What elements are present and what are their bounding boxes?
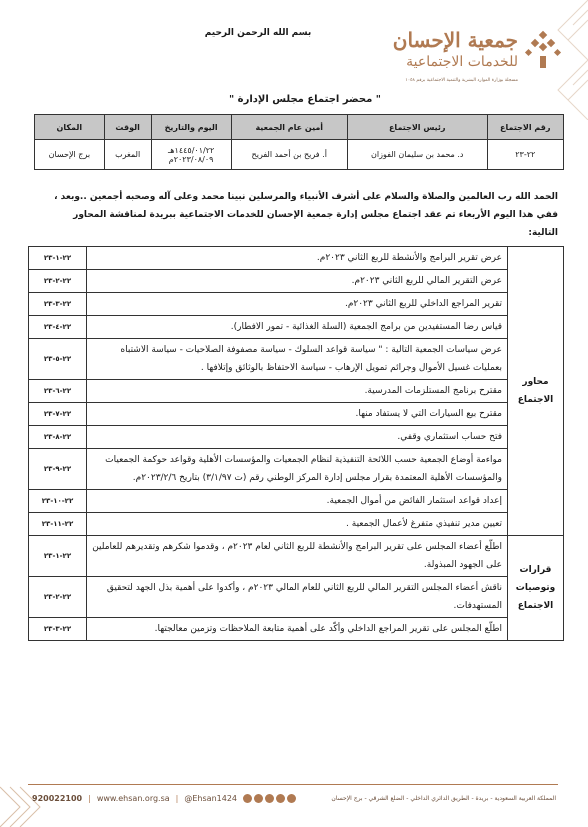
decision-item-code: ٢٢-١-٢٣ [29,536,87,577]
agenda-item-code: ٢٢-١-٢٣ [29,247,87,270]
agenda-row [29,513,564,536]
intro-line-3: التالية: [528,228,558,238]
twitter-icon[interactable] [287,794,296,803]
meeting-date [151,140,231,170]
agenda-row [29,426,564,449]
agenda-item-code: ٢٢-١١-٢٣ [29,513,87,536]
agenda-row [29,339,564,380]
header-chair: رئيس الاجتماع [347,115,487,140]
footer-divider [28,784,558,785]
agenda-item-text: عرض تقرير البرامج والأنشطة للربع الثاني ٢٠٢٣م. [87,247,508,270]
logo-name: جمعية الإحسان [392,28,518,52]
footer-separator: | [88,794,91,803]
agenda-row [29,316,564,339]
agenda-item-text: مقترح بيع السيارات التي لا يستفاد منها. [87,403,508,426]
agenda-item-code: ٢٢-٣-٢٣ [29,293,87,316]
agenda-row [29,403,564,426]
agenda-item-code: ٢٢-٩-٢٣ [29,449,87,490]
agenda-item-text: إعداد قواعد استثمار الفائض من أموال الجمعية. [87,490,508,513]
footer-handle[interactable]: @Ehsan1424 [184,794,237,803]
decisions-section-label: قرارات وتوصيات الاجتماع [508,536,564,641]
organization-logo [368,28,568,98]
decision-row [29,577,564,618]
social-icons [243,794,296,803]
meeting-chair: د. محمد بن سليمان الفوزان [347,140,487,170]
agenda-item-text: مقترح برنامج المستلزمات المدرسية. [87,380,508,403]
intro-paragraph [28,188,558,242]
agenda-table [28,246,564,641]
intro-line-1: الحمد الله رب العالمين والصلاة والسلام على أشرف الأنبياء والمرسلين نبينا محمد وعلى آله وصحبه أجمعين ..وبعد ، [54,192,558,202]
logo-registration: مسجلة بوزارة الموارد البشرية والتنمية الاجتماعية برقم ١٠٥٨ [405,78,518,83]
agenda-row [29,247,564,270]
meeting-secretary: أ. فريح بن أحمد الفريح [231,140,347,170]
page-footer [0,784,588,827]
agenda-row [29,293,564,316]
basmala: بسم الله الرحمن الرحيم [204,28,312,38]
header-meeting-no: رقم الاجتماع [487,115,563,140]
agenda-item-text: عرض التقرير المالي للربع الثاني ٢٠٢٣م. [87,270,508,293]
footer-row [32,794,556,803]
header-secretary: أمين عام الجمعية [231,115,347,140]
agenda-item-code: ٢٢-٢-٢٣ [29,270,87,293]
meeting-info-row [35,140,564,170]
agenda-item-text: فتح حساب استثماري وقفي. [87,426,508,449]
logo-emblem-icon [522,30,564,72]
meeting-date-hijri: ١٤٤٥/٠١/٢٢هـ [167,145,215,155]
decision-item-text: ناقش أعضاء المجلس التقرير المالي للربع الثاني للعام المالي ٢٠٢٣م ، وأكدوا على أهمية بذل الجهد لتحقيق المستهدفات. [87,577,508,618]
decision-item-text: اطلّع المجلس على تقرير المراجع الداخلي وأكّد على أهمية متابعة الملاحظات وتزمين معالجتها. [87,618,508,641]
snapchat-icon[interactable] [243,794,252,803]
facebook-icon[interactable] [265,794,274,803]
meeting-date-gregorian: ٢٠٢٣/٠٨/٠٩م [168,154,214,164]
agenda-item-text: مواءمة أوضاع الجمعية حسب اللائحة التنفيذية لنظام الجمعيات والمؤسسات الأهلية وقواعد حوكمة الجمعيات والمؤسسات الأهلية المعتمدة بقرار مجلس إدارة المركز الوطني رقم (ت ٣/١/٩٧) بتاريخ ٢٠٢٣/٢/٦م. [87,449,508,490]
youtube-icon[interactable] [254,794,263,803]
intro-line-2: ففي هذا اليوم الأربعاء تم عقد اجتماع مجلس إدارة جمعية الإحسان للخدمات الاجتماعية ببريدة لمناقشة المحاور [73,210,558,220]
agenda-item-code: ٢٢-٤-٢٣ [29,316,87,339]
decision-row [29,536,564,577]
agenda-item-text: تعيين مدير تنفيذي متفرغ لأعمال الجمعية . [87,513,508,536]
agenda-row [29,380,564,403]
document-title: " محضر اجتماع مجلس الإدارة " [228,94,382,105]
meeting-number: ٢٢-٢٣ [487,140,563,170]
meeting-time: المغرب [104,140,151,170]
footer-pattern-decoration [0,784,50,827]
decision-item-text: اطلّع أعضاء المجلس على تقرير البرامج والأنشطة للربع الثاني لعام ٢٠٢٣م ، وقدموا شكرهم وتقديرهم للعاملين على الجهود المبذولة. [87,536,508,577]
agenda-row [29,270,564,293]
header-date: اليوم والتاريخ [151,115,231,140]
footer-address: المملكة العربية السعودية - بريدة - الطريق الدائري الداخلي - الضلع الشرقي - برج الإحسان [331,795,556,802]
footer-phone[interactable]: 920022100 [32,794,83,803]
agenda-item-code: ٢٢-٦-٢٣ [29,380,87,403]
footer-separator: | [175,794,179,803]
header-place: المكان [35,115,105,140]
agenda-item-code: ٢٢-٧-٢٣ [29,403,87,426]
agenda-row [29,490,564,513]
logo-subtitle: للخدمات الاجتماعية [406,54,518,70]
decision-item-code: ٢٢-٣-٢٣ [29,618,87,641]
footer-website[interactable]: www.ehsan.org.sa [96,794,170,803]
agenda-item-text: قياس رضا المستفيدين من برامج الجمعية (السلة الغذائية - تمور الافطار). [87,316,508,339]
agenda-item-text: عرض سياسات الجمعية التالية : " سياسة قواعد السلوك - سياسة مصفوفة الصلاحيات - سياسة الاشتباه بعمليات غسيل الأموال وجرائم تمويل الإرهاب - سياسة الاحتفاظ بالوثائق وإتلافها . [87,339,508,380]
footer-contacts [32,794,296,803]
instagram-icon[interactable] [276,794,285,803]
meeting-info-table [34,114,564,170]
agenda-row [29,449,564,490]
decision-item-code: ٢٢-٢-٢٣ [29,577,87,618]
agenda-item-code: ٢٢-٥-٢٣ [29,339,87,380]
agenda-item-code: ٢٢-٨-٢٣ [29,426,87,449]
meeting-info-header-row [35,115,564,140]
decision-row [29,618,564,641]
agenda-item-text: تقرير المراجع الداخلي للربع الثاني ٢٠٢٣م. [87,293,508,316]
agenda-item-code: ٢٢-١٠-٢٣ [29,490,87,513]
agenda-section-label: محاور الاجتماع [508,247,564,536]
meeting-place: برج الإحسان [35,140,105,170]
header-time: الوقت [104,115,151,140]
